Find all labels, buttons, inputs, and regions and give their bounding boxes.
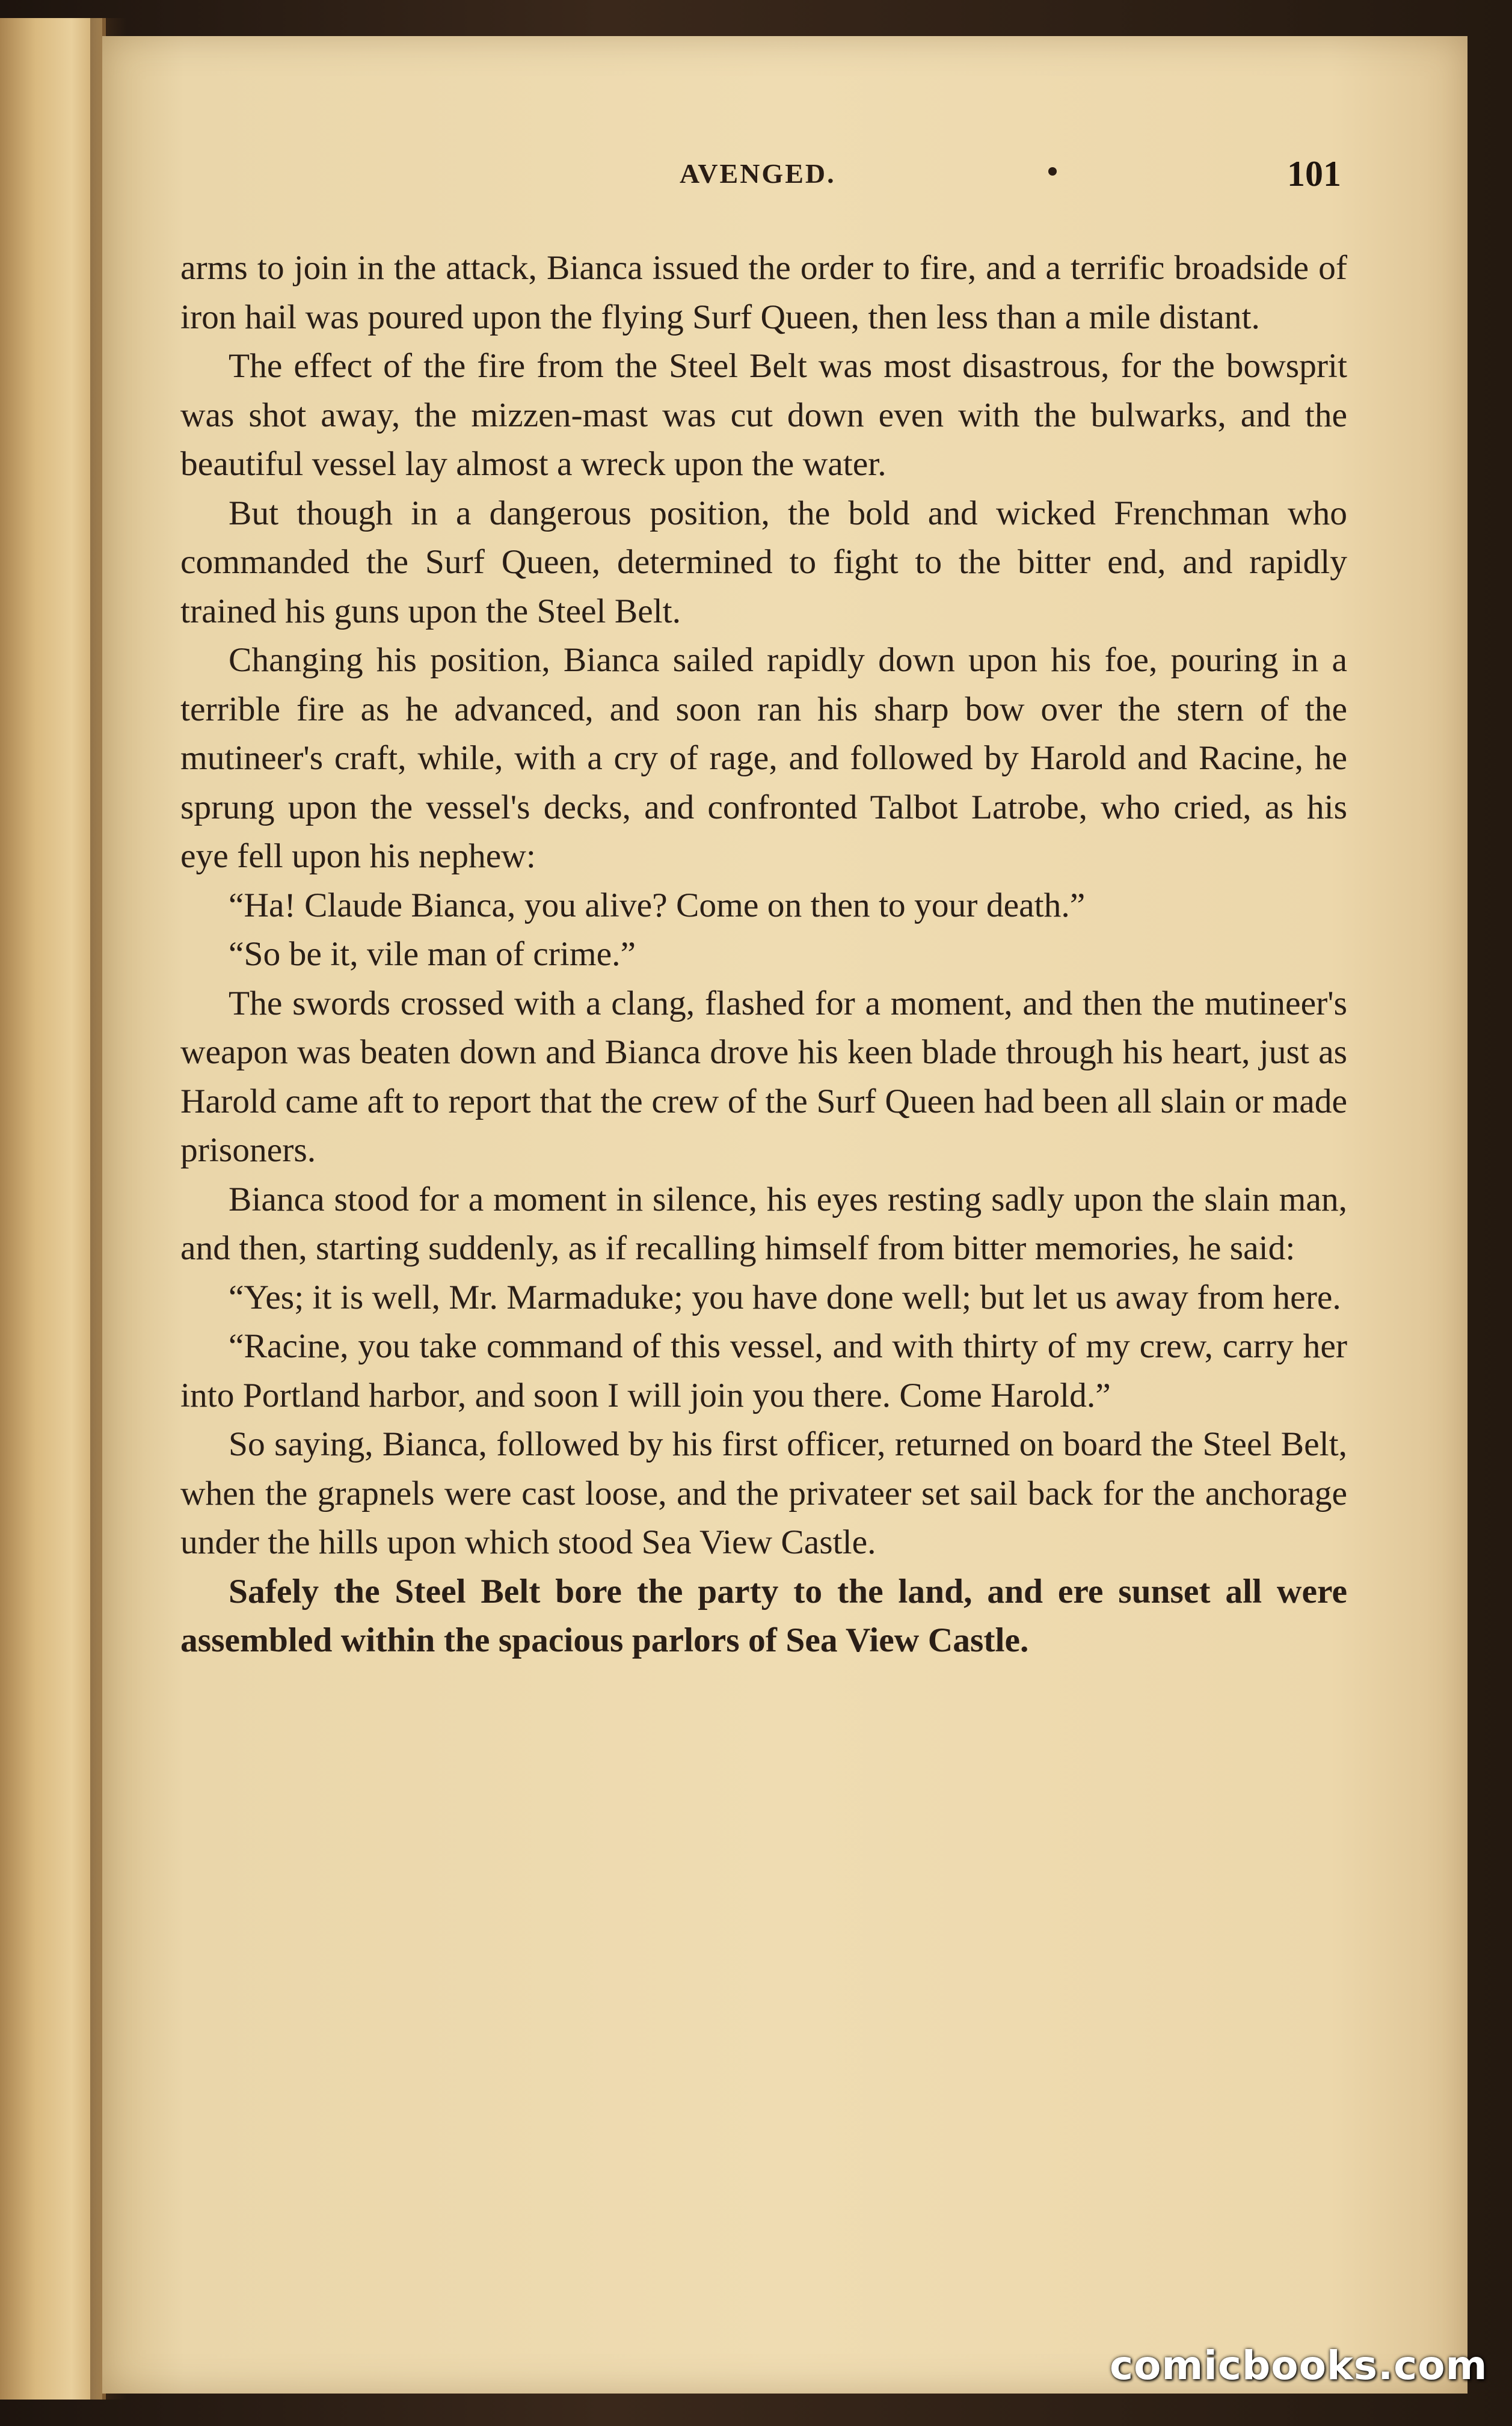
- paragraph: The swords crossed with a clang, flashed for a moment, and then the mutineer's weapon was beaten down and Bianca drove his keen blade through his heart, just as Harold came aft to report that the crew of the Surf Queen had been all slain or made prisoners.: [180, 984, 1347, 1169]
- paragraph: “Racine, you take command of this vessel, and with thirty of my crew, carry her into Portland harbor, and soon I will join you there. Come Harold.”: [180, 1327, 1347, 1414]
- paragraph: “Yes; it is well, Mr. Marmaduke; you have done well; but let us away from here.: [229, 1278, 1341, 1316]
- page-number: 101: [1287, 154, 1341, 194]
- site-watermark: comicbooks.com: [1110, 2342, 1488, 2389]
- running-header: [102, 120, 1467, 194]
- paragraph: Bianca stood for a moment in silence, his eyes resting sadly upon the slain man, and then, starting suddenly, as if recalling himself from bitter memories, he said:: [180, 1180, 1347, 1267]
- paragraph: arms to join in the attack, Bianca issued the order to fire, and a terrific broadside of iron hail was poured upon the flying Surf Queen, then less than a mile distant.: [180, 249, 1347, 336]
- running-title: AVENGED.: [680, 158, 836, 189]
- header-ornament-dot: [1048, 167, 1057, 176]
- paragraph: The effect of the fire from the Steel Belt was most disastrous, for the bowsprit was shot away, the mizzen-mast was cut down even with the bulwarks, and the beautiful vessel lay almost a wreck upon the water.: [180, 347, 1347, 483]
- paragraph: “So be it, vile man of crime.”: [229, 935, 636, 973]
- paragraph: But though in a dangerous position, the bold and wicked Frenchman who commanded the Surf Queen, determined to fight to the bitter end, and rapidly trained his guns upon the Steel Belt.: [180, 494, 1347, 630]
- paragraph: Safely the Steel Belt bore the party to the land, and ere sunset all were assembled within the spacious parlors of Sea View Castle.: [180, 1572, 1347, 1659]
- body-text: [180, 244, 1347, 1665]
- paragraph: “Ha! Claude Bianca, you alive? Come on then to your death.”: [229, 886, 1086, 924]
- paragraph: Changing his position, Bianca sailed rapidly down upon his foe, pouring in a terrible fire as he advanced, and soon ran his sharp bow over the stern of the mutineer's craft, while, with a cry of rage, and followed by Harold and Racine, he sprung upon the vessel's decks, and confronted Talbot Latrobe, who cried, as his eye fell upon his nephew:: [180, 641, 1347, 875]
- paragraph: So saying, Bianca, followed by his first officer, returned on board the Steel Belt, when the grapnels were cast loose, and the privateer set sail back for the anchorage under the hills upon which stood Sea View Castle.: [180, 1425, 1347, 1561]
- book-page: [102, 36, 1467, 2394]
